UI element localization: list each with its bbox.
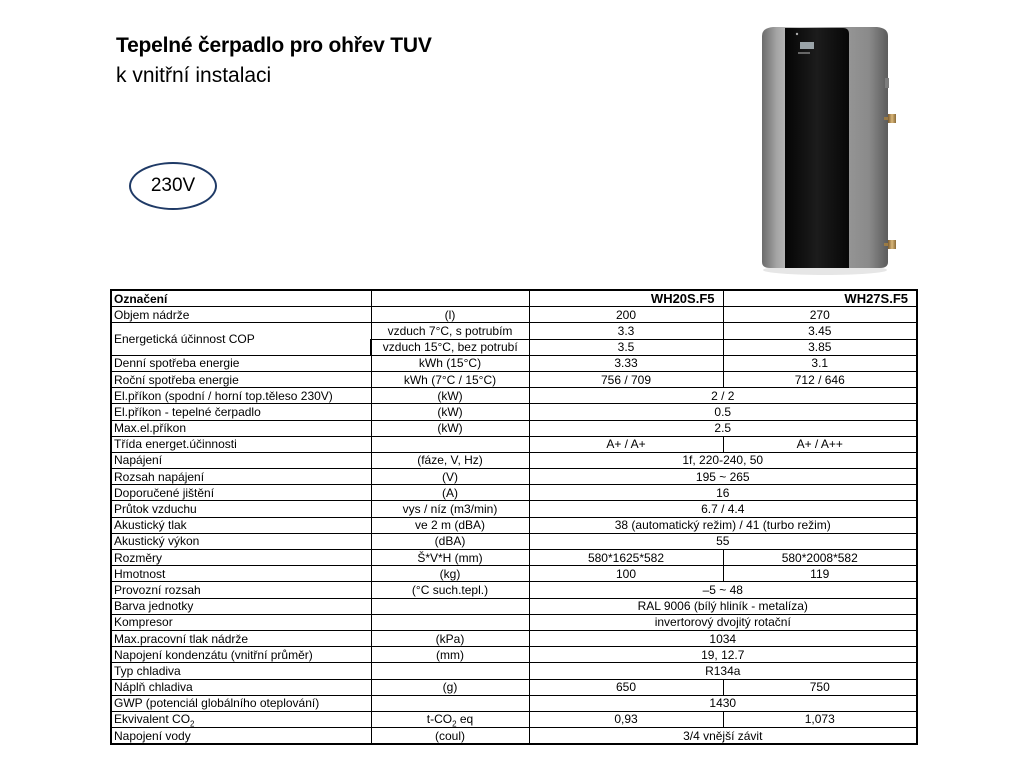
table-row [111, 679, 917, 695]
row-value-merged-cell: 3/4 vnější závit [529, 728, 917, 745]
table-row [111, 728, 917, 745]
row-unit-cell [371, 436, 529, 452]
row-label-cell: Napojení kondenzátu (vnitřní průměr) [111, 647, 371, 663]
row-unit-cell [371, 663, 529, 679]
row-label-cell: Roční spotřeba energie [111, 371, 371, 387]
row-value-merged-cell: R134a [529, 663, 917, 679]
spec-table [110, 289, 918, 745]
row-label-cell: Hmotnost [111, 566, 371, 582]
table-row [111, 566, 917, 582]
spec-table-body [111, 290, 917, 744]
heat-pump-product-image [745, 22, 905, 278]
row-unit-cell: (V) [371, 469, 529, 485]
row-label-cell: Energetická účinnost COP [111, 323, 371, 355]
row-value-merged-cell: 2 / 2 [529, 388, 917, 404]
page-subtitle: k vnitřní instalaci [116, 64, 272, 87]
table-row [111, 501, 917, 517]
table-row [111, 371, 917, 387]
row-unit-cell-subscript: 2 [452, 719, 457, 728]
row-value-merged-cell: 38 (automatický režim) / 41 (turbo režim) [529, 517, 917, 533]
row-value2-cell: 270 [723, 307, 917, 323]
row-unit-cell-suffix: eq [456, 712, 474, 727]
row-unit-cell [371, 598, 529, 614]
row-unit-cell [371, 614, 529, 630]
row-label-cell: Náplň chladiva [111, 679, 371, 695]
row-unit-cell [371, 711, 529, 727]
table-row [111, 695, 917, 711]
row-label-cell: Rozměry [111, 550, 371, 566]
row-unit-cell: kWh (15°C) [371, 355, 529, 371]
row-unit-cell: vys / níz (m3/min) [371, 501, 529, 517]
row-value-merged-cell: 1f, 220-240, 50 [529, 452, 917, 468]
row-unit-cell: (dBA) [371, 533, 529, 549]
row-value2-cell: 1,073 [723, 711, 917, 727]
row-label-cell: El.příkon - tepelné čerpadlo [111, 404, 371, 420]
row-unit-cell: vzduch 15°C, bez potrubí [371, 339, 529, 355]
row-value-merged-cell: –5 ~ 48 [529, 582, 917, 598]
table-row [111, 388, 917, 404]
row-value-merged-cell: 1034 [529, 630, 917, 646]
row-value-merged-cell: RAL 9006 (bílý hliník - metalíza) [529, 598, 917, 614]
row-unit-cell-text: t-CO [426, 712, 453, 727]
header-model2-cell: WH27S.F5 [723, 290, 917, 307]
row-label-cell: Třída energet.účinnosti [111, 436, 371, 452]
row-label-cell: Průtok vzduchu [111, 501, 371, 517]
row-unit-cell: (kg) [371, 566, 529, 582]
row-unit-cell: vzduch 7°C, s potrubím [371, 323, 529, 339]
row-value2-cell: 580*2008*582 [723, 550, 917, 566]
row-label-cell: Denní spotřeba energie [111, 355, 371, 371]
row-unit-cell: (g) [371, 679, 529, 695]
row-value-merged-cell: 6.7 / 4.4 [529, 501, 917, 517]
row-value-merged-cell: 1430 [529, 695, 917, 711]
row-unit-cell [371, 695, 529, 711]
row-unit-cell: (kPa) [371, 630, 529, 646]
row-unit-cell: kWh (7°C / 15°C) [371, 371, 529, 387]
voltage-badge [129, 162, 217, 210]
row-value1-cell: 0,93 [529, 711, 723, 727]
header-unit-cell [371, 290, 529, 307]
row-label-cell: Max.pracovní tlak nádrže [111, 630, 371, 646]
row-label-cell: Barva jednotky [111, 598, 371, 614]
header-label-cell: Označení [111, 290, 371, 307]
table-row [111, 647, 917, 663]
row-value1-cell: A+ / A+ [529, 436, 723, 452]
row-value-merged-cell: 55 [529, 533, 917, 549]
row-value-merged-cell: 2.5 [529, 420, 917, 436]
row-value-merged-cell: 19, 12.7 [529, 647, 917, 663]
row-label-cell-text: Ekvivalent CO [114, 712, 191, 727]
row-unit-cell: (kW) [371, 388, 529, 404]
row-value2-cell: 3.1 [723, 355, 917, 371]
row-label-cell: Napájení [111, 452, 371, 468]
table-row [111, 420, 917, 436]
row-value1-cell: 3.3 [529, 323, 723, 339]
row-label-cell: Typ chladiva [111, 663, 371, 679]
table-row [111, 533, 917, 549]
row-value-merged-cell: 16 [529, 485, 917, 501]
page-title: Tepelné čerpadlo pro ohřev TUV [116, 34, 432, 57]
table-row [111, 598, 917, 614]
row-label-cell [111, 711, 371, 727]
table-row [111, 485, 917, 501]
row-value1-cell: 100 [529, 566, 723, 582]
row-label-cell: Akustický tlak [111, 517, 371, 533]
row-unit-cell: (kW) [371, 420, 529, 436]
row-label-cell: Doporučené jištění [111, 485, 371, 501]
row-value2-cell: A+ / A++ [723, 436, 917, 452]
row-value2-cell: 3.45 [723, 323, 917, 339]
row-unit-cell: ve 2 m (dBA) [371, 517, 529, 533]
row-unit-cell: Š*V*H (mm) [371, 550, 529, 566]
row-label-cell-subscript: 2 [190, 719, 195, 728]
table-row [111, 582, 917, 598]
row-value1-cell: 3.33 [529, 355, 723, 371]
row-value2-cell: 750 [723, 679, 917, 695]
row-label-cell: Rozsah napájení [111, 469, 371, 485]
row-label-cell: El.příkon (spodní / horní top.těleso 230V) [111, 388, 371, 404]
row-unit-cell: (l) [371, 307, 529, 323]
table-row [111, 630, 917, 646]
row-value1-cell: 650 [529, 679, 723, 695]
table-row [111, 663, 917, 679]
table-header-row [111, 290, 917, 307]
row-value2-cell: 712 / 646 [723, 371, 917, 387]
row-label-cell: Kompresor [111, 614, 371, 630]
table-row [111, 517, 917, 533]
row-unit-cell: (coul) [371, 728, 529, 745]
row-value-merged-cell: 0.5 [529, 404, 917, 420]
table-row [111, 711, 917, 727]
table-row [111, 452, 917, 468]
table-row [111, 323, 917, 339]
table-row [111, 436, 917, 452]
row-value-merged-cell: 195 ~ 265 [529, 469, 917, 485]
row-value1-cell: 200 [529, 307, 723, 323]
row-value1-cell: 3.5 [529, 339, 723, 355]
row-value1-cell: 756 / 709 [529, 371, 723, 387]
table-row [111, 469, 917, 485]
row-label-cell: Napojení vody [111, 728, 371, 745]
row-unit-cell: (mm) [371, 647, 529, 663]
table-row [111, 404, 917, 420]
row-label-cell: Provozní rozsah [111, 582, 371, 598]
row-value-merged-cell: invertorový dvojitý rotační [529, 614, 917, 630]
header-model1-cell: WH20S.F5 [529, 290, 723, 307]
row-value1-cell: 580*1625*582 [529, 550, 723, 566]
row-value2-cell: 3.85 [723, 339, 917, 355]
row-value2-cell: 119 [723, 566, 917, 582]
table-row [111, 614, 917, 630]
row-unit-cell: (fáze, V, Hz) [371, 452, 529, 468]
row-unit-cell: (kW) [371, 404, 529, 420]
row-unit-cell: (°C such.tepl.) [371, 582, 529, 598]
row-label-cell: Objem nádrže [111, 307, 371, 323]
table-row [111, 355, 917, 371]
row-label-cell: GWP (potenciál globálního oteplování) [111, 695, 371, 711]
row-unit-cell: (A) [371, 485, 529, 501]
row-label-cell: Akustický výkon [111, 533, 371, 549]
table-row [111, 550, 917, 566]
table-row [111, 307, 917, 323]
row-label-cell: Max.el.příkon [111, 420, 371, 436]
voltage-badge-label: 230V [150, 175, 196, 196]
